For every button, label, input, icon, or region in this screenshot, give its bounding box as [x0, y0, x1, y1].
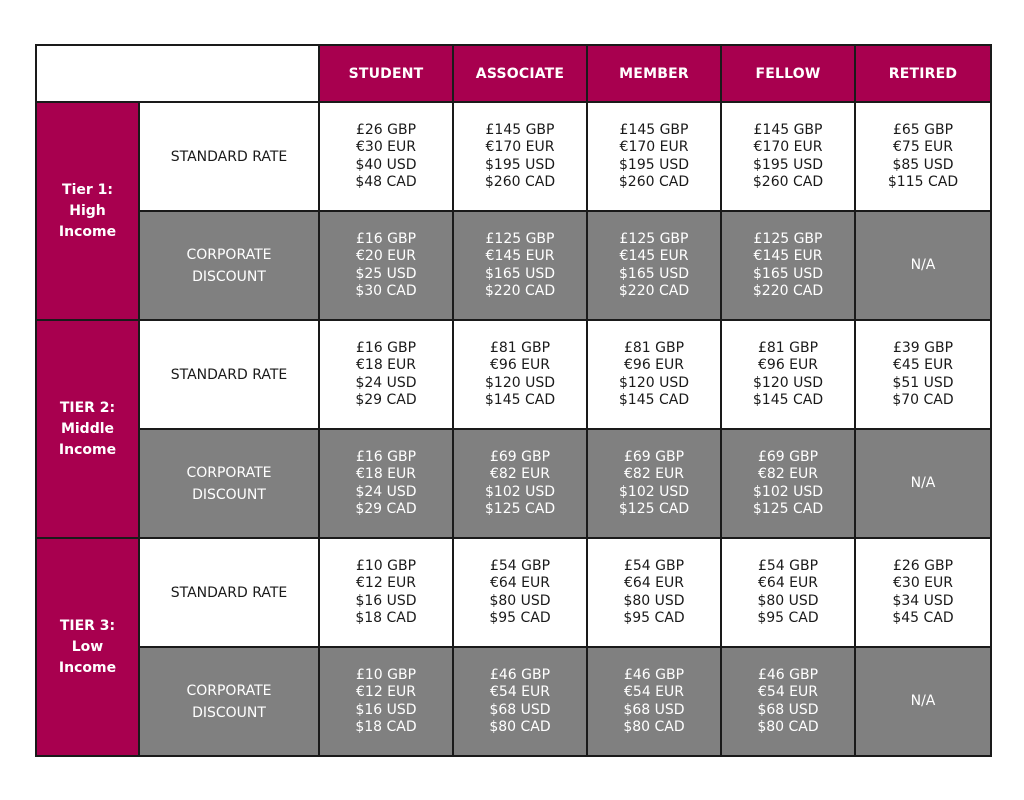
price-line: €75 EUR [893, 139, 953, 155]
price-line: $145 CAD [484, 392, 556, 408]
price-cell-member [587, 320, 721, 429]
price-line: €45 EUR [893, 357, 953, 373]
price-cell-student [319, 647, 453, 756]
price-line: €64 EUR [624, 575, 684, 591]
tier-label-cell [36, 320, 139, 538]
price-line: $51 USD [892, 374, 954, 391]
price-line: $70 CAD [892, 392, 954, 408]
tier-label-line: TIER 2: [59, 399, 116, 416]
price-line: $145 CAD [752, 392, 824, 408]
price-line: $18 CAD [355, 610, 417, 626]
price-line: $68 USD [757, 701, 819, 718]
price-line: €82 EUR [758, 466, 818, 482]
price-cell-student [319, 211, 453, 320]
price-line: €82 EUR [490, 466, 550, 482]
tier-label-line: TIER 3: [59, 617, 116, 634]
corporate-discount-label [139, 429, 319, 538]
price-line: $25 USD [355, 265, 417, 282]
price-line: £81 GBP [757, 339, 819, 356]
price-line: $165 USD [485, 265, 555, 282]
price-cell-retired [855, 102, 991, 211]
price-line: $80 USD [623, 592, 685, 609]
price-cell-student [319, 102, 453, 211]
standard-rate-row [36, 538, 991, 647]
price-line: £125 GBP [485, 230, 555, 247]
price-line: $30 CAD [355, 283, 417, 299]
price-line: €18 EUR [356, 466, 416, 482]
price-cell-fellow [721, 429, 855, 538]
header-row [36, 45, 991, 102]
price-line: £16 GBP [355, 230, 417, 247]
price-line: £125 GBP [753, 230, 823, 247]
price-line: €64 EUR [490, 575, 550, 591]
price-line: $24 USD [355, 483, 417, 500]
pricing-table [35, 44, 992, 757]
price-line: €96 EUR [758, 357, 818, 373]
price-cell-student [319, 429, 453, 538]
standard-rate-label: STANDARD RATE [139, 320, 319, 429]
price-line: €170 EUR [753, 139, 823, 155]
tier-label-line: Income [58, 659, 117, 676]
column-header-member: MEMBER [587, 45, 721, 102]
price-cell-fellow [721, 538, 855, 647]
price-cell-fellow [721, 647, 855, 756]
corporate-discount-label [139, 211, 319, 320]
price-line: $80 CAD [489, 719, 551, 735]
price-line: £46 GBP [623, 666, 685, 683]
price-line: £145 GBP [485, 121, 555, 138]
tier-label-line: High [69, 202, 106, 219]
price-line: £145 GBP [753, 121, 823, 138]
price-line: €170 EUR [619, 139, 689, 155]
price-line: $16 USD [355, 701, 417, 718]
price-line: $120 USD [619, 374, 689, 391]
price-line: €145 EUR [753, 248, 823, 264]
price-line: $80 CAD [757, 719, 819, 735]
price-line: €12 EUR [356, 575, 416, 591]
price-cell-student [319, 320, 453, 429]
price-line: £69 GBP [623, 448, 685, 465]
price-cell-associate [453, 429, 587, 538]
price-line: £65 GBP [892, 121, 954, 138]
price-line: £81 GBP [623, 339, 685, 356]
corporate-label-line: DISCOUNT [192, 704, 266, 721]
price-line: $165 USD [619, 265, 689, 282]
price-line: $29 CAD [355, 501, 417, 517]
price-line: €30 EUR [356, 139, 416, 155]
price-line: $220 CAD [618, 283, 690, 299]
price-line: $145 CAD [618, 392, 690, 408]
price-cell-fellow [721, 320, 855, 429]
corporate-label-line: DISCOUNT [192, 486, 266, 503]
price-cell-student [319, 538, 453, 647]
price-cell-member [587, 647, 721, 756]
price-line: €96 EUR [624, 357, 684, 373]
standard-rate-label: STANDARD RATE [139, 538, 319, 647]
price-line: £39 GBP [892, 339, 954, 356]
price-line: $195 USD [485, 156, 555, 173]
price-line: £54 GBP [757, 557, 819, 574]
price-line: $80 USD [757, 592, 819, 609]
price-cell-associate [453, 647, 587, 756]
price-line: $16 USD [355, 592, 417, 609]
price-line: £46 GBP [757, 666, 819, 683]
price-line: $220 CAD [484, 283, 556, 299]
tier-label-cell [36, 102, 139, 320]
price-line: £16 GBP [355, 448, 417, 465]
corporate-discount-row [36, 647, 991, 756]
price-line: $95 CAD [489, 610, 551, 626]
price-line: $18 CAD [355, 719, 417, 735]
price-line: $24 USD [355, 374, 417, 391]
price-line: €145 EUR [485, 248, 555, 264]
corporate-discount-label [139, 647, 319, 756]
price-line: €54 EUR [490, 684, 550, 700]
price-cell-member [587, 102, 721, 211]
price-line: $260 CAD [752, 174, 824, 190]
price-line: £26 GBP [355, 121, 417, 138]
header-corner-cell [36, 45, 319, 102]
corporate-label-line: CORPORATE [186, 464, 272, 481]
price-line: £145 GBP [619, 121, 689, 138]
standard-rate-row [36, 320, 991, 429]
price-line: $34 USD [892, 592, 954, 609]
tier-label-line: Low [71, 638, 104, 655]
price-cell-associate [453, 211, 587, 320]
price-cell-member [587, 429, 721, 538]
column-header-retired: RETIRED [855, 45, 991, 102]
price-cell-fellow [721, 102, 855, 211]
price-line: €96 EUR [490, 357, 550, 373]
price-line: $102 USD [619, 483, 689, 500]
price-cell-retired-na: N/A [855, 429, 991, 538]
price-line: £10 GBP [355, 666, 417, 683]
price-line: €54 EUR [758, 684, 818, 700]
price-line: £46 GBP [489, 666, 551, 683]
corporate-discount-row [36, 211, 991, 320]
price-line: $80 USD [489, 592, 551, 609]
price-line: $115 CAD [887, 174, 959, 190]
price-line: €170 EUR [485, 139, 555, 155]
price-cell-member [587, 211, 721, 320]
price-cell-retired-na: N/A [855, 647, 991, 756]
price-line: $95 CAD [757, 610, 819, 626]
price-line: €30 EUR [893, 575, 953, 591]
price-line: $85 USD [892, 156, 954, 173]
price-cell-member [587, 538, 721, 647]
price-cell-retired [855, 538, 991, 647]
standard-rate-row [36, 102, 991, 211]
tier-label-line: Income [58, 441, 117, 458]
price-line: €54 EUR [624, 684, 684, 700]
column-header-fellow: FELLOW [721, 45, 855, 102]
price-cell-fellow [721, 211, 855, 320]
price-line: $45 CAD [892, 610, 954, 626]
standard-rate-label: STANDARD RATE [139, 102, 319, 211]
tier-label-line: Middle [60, 420, 115, 437]
price-line: $260 CAD [484, 174, 556, 190]
price-line: €82 EUR [624, 466, 684, 482]
price-line: £69 GBP [489, 448, 551, 465]
corporate-label-line: CORPORATE [186, 246, 272, 263]
price-line: $165 USD [753, 265, 823, 282]
price-line: $125 CAD [618, 501, 690, 517]
price-line: $68 USD [489, 701, 551, 718]
price-line: £54 GBP [623, 557, 685, 574]
tier-label-cell [36, 538, 139, 756]
column-header-associate: ASSOCIATE [453, 45, 587, 102]
price-line: $80 CAD [623, 719, 685, 735]
price-line: €20 EUR [356, 248, 416, 264]
price-line: £16 GBP [355, 339, 417, 356]
price-line: €64 EUR [758, 575, 818, 591]
price-line: £26 GBP [892, 557, 954, 574]
price-line: $195 USD [619, 156, 689, 173]
price-line: $40 USD [355, 156, 417, 173]
price-line: $125 CAD [752, 501, 824, 517]
price-line: $68 USD [623, 701, 685, 718]
column-header-student: STUDENT [319, 45, 453, 102]
corporate-label-line: DISCOUNT [192, 268, 266, 285]
price-cell-retired-na: N/A [855, 211, 991, 320]
price-line: £69 GBP [757, 448, 819, 465]
price-line: £81 GBP [489, 339, 551, 356]
price-line: $95 CAD [623, 610, 685, 626]
tier-label-line: Income [58, 223, 117, 240]
price-line: $102 USD [753, 483, 823, 500]
price-line: $120 USD [753, 374, 823, 391]
price-cell-associate [453, 102, 587, 211]
price-line: €145 EUR [619, 248, 689, 264]
corporate-discount-row [36, 429, 991, 538]
price-line: €12 EUR [356, 684, 416, 700]
price-line: $102 USD [485, 483, 555, 500]
price-line: $125 CAD [484, 501, 556, 517]
price-line: €18 EUR [356, 357, 416, 373]
price-line: £125 GBP [619, 230, 689, 247]
price-line: $120 USD [485, 374, 555, 391]
price-line: £10 GBP [355, 557, 417, 574]
price-line: $48 CAD [355, 174, 417, 190]
tier-label-line: Tier 1: [62, 181, 113, 198]
corporate-label-line: CORPORATE [186, 682, 272, 699]
price-cell-retired [855, 320, 991, 429]
price-cell-associate [453, 538, 587, 647]
price-line: $260 CAD [618, 174, 690, 190]
price-line: $195 USD [753, 156, 823, 173]
price-line: $29 CAD [355, 392, 417, 408]
price-cell-associate [453, 320, 587, 429]
price-line: £54 GBP [489, 557, 551, 574]
price-line: $220 CAD [752, 283, 824, 299]
